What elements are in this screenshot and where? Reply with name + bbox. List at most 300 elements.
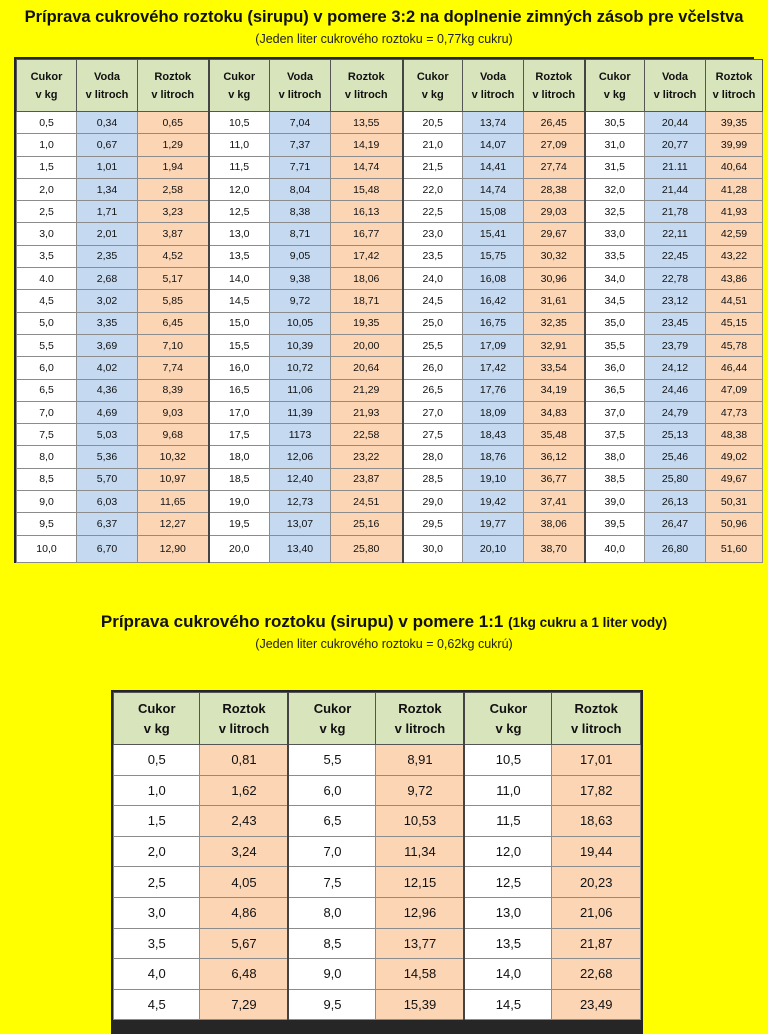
water-l-cell: 22,11 bbox=[645, 223, 706, 245]
sugar-kg-cell: 16,5 bbox=[209, 379, 270, 401]
water-l-cell: 15,41 bbox=[463, 223, 524, 245]
water-l-cell: 13,07 bbox=[270, 513, 331, 535]
sugar-kg-cell: 35,0 bbox=[585, 312, 645, 334]
table-row bbox=[17, 290, 763, 312]
sugar-kg-cell: 14,0 bbox=[209, 268, 270, 290]
solution-l-cell: 41,93 bbox=[706, 201, 763, 223]
water-l-cell: 24,12 bbox=[645, 357, 706, 379]
solution-l-cell: 7,10 bbox=[138, 334, 209, 356]
water-l-cell: 26,80 bbox=[645, 535, 706, 562]
sugar-kg-cell: 8,5 bbox=[288, 928, 375, 959]
table-row bbox=[17, 491, 763, 513]
solution-l-cell: 10,32 bbox=[138, 446, 209, 468]
solution-l-cell: 1,29 bbox=[138, 134, 209, 156]
sugar-kg-cell: 21,0 bbox=[403, 134, 463, 156]
table-row bbox=[17, 223, 763, 245]
water-l-cell: 7,04 bbox=[270, 112, 331, 134]
sugar-kg-header bbox=[403, 60, 463, 112]
water-l-cell: 19,10 bbox=[463, 468, 524, 490]
water-l-cell: 9,72 bbox=[270, 290, 331, 312]
sugar-kg-cell: 39,5 bbox=[585, 513, 645, 535]
water-l-header bbox=[463, 60, 524, 112]
solution-l-cell: 17,82 bbox=[552, 775, 641, 806]
header-line: Roztok bbox=[574, 700, 618, 716]
solution-l-cell: 47,73 bbox=[706, 401, 763, 423]
solution-l-cell: 30,32 bbox=[524, 245, 585, 267]
header-line: Roztok bbox=[154, 70, 192, 83]
sugar-kg-cell: 31,0 bbox=[585, 134, 645, 156]
header-line: v kg bbox=[421, 88, 444, 101]
water-l-cell: 21,44 bbox=[645, 178, 706, 200]
header-line: v kg bbox=[228, 88, 251, 101]
sugar-kg-cell: 8,5 bbox=[17, 468, 77, 490]
sugar-kg-cell: 3,5 bbox=[114, 928, 200, 959]
solution-l-cell: 35,48 bbox=[524, 424, 585, 446]
water-l-cell: 4,36 bbox=[77, 379, 138, 401]
table2-subtitle: (Jeden liter cukrového roztoku = 0,62kg cukrú) bbox=[255, 637, 513, 651]
sugar-kg-cell: 30,5 bbox=[585, 112, 645, 134]
sugar-kg-cell: 7,0 bbox=[288, 836, 375, 867]
sugar-kg-cell: 14,5 bbox=[464, 989, 551, 1020]
table-row bbox=[114, 836, 641, 867]
solution-l-cell: 10,97 bbox=[138, 468, 209, 490]
header-line: Cukor bbox=[223, 70, 256, 83]
table-row bbox=[17, 178, 763, 200]
header-line: Roztok bbox=[222, 700, 266, 716]
sugar-kg-cell: 2,0 bbox=[114, 836, 200, 867]
sugar-kg-cell: 35,5 bbox=[585, 334, 645, 356]
solution-l-cell: 51,60 bbox=[706, 535, 763, 562]
header-line: v litroch bbox=[278, 88, 322, 101]
table-row bbox=[114, 867, 641, 898]
sugar-kg-cell: 2,5 bbox=[17, 201, 77, 223]
sugar-kg-cell: 4.0 bbox=[17, 268, 77, 290]
solution-l-cell: 14,19 bbox=[331, 134, 403, 156]
water-l-cell: 12,40 bbox=[270, 468, 331, 490]
water-l-cell: 8,71 bbox=[270, 223, 331, 245]
sugar-kg-cell: 19,5 bbox=[209, 513, 270, 535]
sugar-kg-cell: 11,0 bbox=[464, 775, 551, 806]
solution-l-cell: 45,15 bbox=[706, 312, 763, 334]
header-line: Voda bbox=[661, 70, 689, 83]
water-l-cell: 4,69 bbox=[77, 401, 138, 423]
solution-l-cell: 13,77 bbox=[376, 928, 465, 959]
header-line: Cukor bbox=[313, 700, 352, 716]
water-l-cell: 2,68 bbox=[77, 268, 138, 290]
solution-l-cell: 16,13 bbox=[331, 201, 403, 223]
sugar-kg-cell: 3,0 bbox=[114, 897, 200, 928]
solution-l-cell: 8,91 bbox=[376, 745, 465, 776]
sugar-kg-cell: 38,5 bbox=[585, 468, 645, 490]
solution-l-cell: 24,51 bbox=[331, 491, 403, 513]
water-l-cell: 18,09 bbox=[463, 401, 524, 423]
solution-l-cell: 22,68 bbox=[552, 959, 641, 990]
sugar-kg-cell: 17,0 bbox=[209, 401, 270, 423]
solution-l-cell: 34,83 bbox=[524, 401, 585, 423]
water-l-cell: 9,05 bbox=[270, 245, 331, 267]
water-l-cell: 1,71 bbox=[77, 201, 138, 223]
sugar-kg-cell: 11,0 bbox=[209, 134, 270, 156]
solution-l-cell: 5,67 bbox=[200, 928, 289, 959]
solution-l-cell: 14,58 bbox=[376, 959, 465, 990]
header-line: v litroch bbox=[570, 720, 622, 736]
solution-l-cell: 14,74 bbox=[331, 156, 403, 178]
sugar-kg-cell: 20,5 bbox=[403, 112, 463, 134]
water-l-cell: 0,67 bbox=[77, 134, 138, 156]
sugar-kg-cell: 3,5 bbox=[17, 245, 77, 267]
solution-l-cell: 20,64 bbox=[331, 357, 403, 379]
table-row bbox=[17, 379, 763, 401]
water-l-cell: 9,38 bbox=[270, 268, 331, 290]
water-l-header bbox=[77, 60, 138, 112]
solution-l-cell: 19,35 bbox=[331, 312, 403, 334]
sugar-kg-cell: 30,0 bbox=[403, 535, 463, 562]
header-line: Voda bbox=[93, 70, 121, 83]
sugar-kg-cell: 26,5 bbox=[403, 379, 463, 401]
solution-l-cell: 36,12 bbox=[524, 446, 585, 468]
solution-l-cell: 49,67 bbox=[706, 468, 763, 490]
sugar-kg-cell: 7,0 bbox=[17, 401, 77, 423]
sugar-kg-cell: 22,5 bbox=[403, 201, 463, 223]
solution-l-cell: 20,23 bbox=[552, 867, 641, 898]
solution-l-header bbox=[376, 693, 465, 745]
sugar-kg-cell: 37,0 bbox=[585, 401, 645, 423]
water-l-cell: 13,40 bbox=[270, 535, 331, 562]
table2-frame bbox=[111, 690, 643, 1034]
sugar-kg-header bbox=[209, 60, 270, 112]
solution-l-cell: 16,77 bbox=[331, 223, 403, 245]
solution-l-cell: 41,28 bbox=[706, 178, 763, 200]
solution-l-cell: 12,15 bbox=[376, 867, 465, 898]
solution-l-cell: 46,44 bbox=[706, 357, 763, 379]
sugar-kg-cell: 1,5 bbox=[114, 806, 200, 837]
water-l-cell: 10,05 bbox=[270, 312, 331, 334]
sugar-kg-cell: 5,5 bbox=[17, 334, 77, 356]
sugar-kg-cell: 12,5 bbox=[209, 201, 270, 223]
solution-l-cell: 31,61 bbox=[524, 290, 585, 312]
solution-l-cell: 10,53 bbox=[376, 806, 465, 837]
table-row bbox=[114, 959, 641, 990]
solution-l-cell: 9,72 bbox=[376, 775, 465, 806]
sugar-kg-cell: 11,5 bbox=[209, 156, 270, 178]
header-line: v kg bbox=[319, 720, 346, 736]
solution-l-header bbox=[706, 60, 763, 112]
solution-l-cell: 12,96 bbox=[376, 897, 465, 928]
solution-l-cell: 9,03 bbox=[138, 401, 209, 423]
sugar-kg-cell: 7,5 bbox=[288, 867, 375, 898]
syrup-3-2-table bbox=[16, 59, 763, 563]
solution-l-cell: 27,09 bbox=[524, 134, 585, 156]
sugar-kg-cell: 13,0 bbox=[464, 897, 551, 928]
solution-l-cell: 11,34 bbox=[376, 836, 465, 867]
water-l-cell: 17,76 bbox=[463, 379, 524, 401]
table2-title-note: (1kg cukru a 1 liter vody) bbox=[508, 615, 668, 630]
water-l-cell: 14,07 bbox=[463, 134, 524, 156]
sugar-kg-header bbox=[17, 60, 77, 112]
water-l-cell: 15,75 bbox=[463, 245, 524, 267]
sugar-kg-cell: 24,0 bbox=[403, 268, 463, 290]
water-l-cell: 23,45 bbox=[645, 312, 706, 334]
header-line: Cukor bbox=[30, 70, 63, 83]
water-l-cell: 15,08 bbox=[463, 201, 524, 223]
water-l-cell: 5,03 bbox=[77, 424, 138, 446]
header-line: v litroch bbox=[85, 88, 129, 101]
solution-l-cell: 7,29 bbox=[200, 989, 289, 1020]
water-l-cell: 17,09 bbox=[463, 334, 524, 356]
water-l-cell: 2,35 bbox=[77, 245, 138, 267]
sugar-kg-cell: 5,0 bbox=[17, 312, 77, 334]
sugar-kg-cell: 0,5 bbox=[114, 745, 200, 776]
water-l-cell: 18,76 bbox=[463, 446, 524, 468]
water-l-cell: 19,42 bbox=[463, 491, 524, 513]
sugar-kg-header bbox=[585, 60, 645, 112]
sugar-kg-cell: 11,5 bbox=[464, 806, 551, 837]
solution-l-cell: 47,09 bbox=[706, 379, 763, 401]
table2-header-row bbox=[114, 693, 641, 745]
solution-l-cell: 39,35 bbox=[706, 112, 763, 134]
sugar-kg-cell: 12,5 bbox=[464, 867, 551, 898]
sugar-kg-cell: 18,5 bbox=[209, 468, 270, 490]
sugar-kg-cell: 8,0 bbox=[17, 446, 77, 468]
solution-l-cell: 11,65 bbox=[138, 491, 209, 513]
sugar-kg-cell: 25,0 bbox=[403, 312, 463, 334]
table1-frame bbox=[14, 57, 754, 563]
table-row bbox=[114, 897, 641, 928]
sugar-kg-cell: 26,0 bbox=[403, 357, 463, 379]
sugar-kg-cell: 12,0 bbox=[464, 836, 551, 867]
solution-l-cell: 6,45 bbox=[138, 312, 209, 334]
solution-l-cell: 43,22 bbox=[706, 245, 763, 267]
water-l-cell: 1,34 bbox=[77, 178, 138, 200]
water-l-cell: 13,74 bbox=[463, 112, 524, 134]
water-l-cell: 8,38 bbox=[270, 201, 331, 223]
sugar-kg-cell: 34,5 bbox=[585, 290, 645, 312]
sugar-kg-cell: 9,5 bbox=[288, 989, 375, 1020]
water-l-cell: 25,13 bbox=[645, 424, 706, 446]
solution-l-cell: 42,59 bbox=[706, 223, 763, 245]
header-line: Cukor bbox=[137, 700, 176, 716]
header-line: v kg bbox=[603, 88, 626, 101]
header-line: v litroch bbox=[712, 88, 756, 101]
water-l-cell: 20,10 bbox=[463, 535, 524, 562]
water-l-cell: 16,75 bbox=[463, 312, 524, 334]
sugar-kg-cell: 36,5 bbox=[585, 379, 645, 401]
water-l-cell: 3,35 bbox=[77, 312, 138, 334]
sugar-kg-cell: 38,0 bbox=[585, 446, 645, 468]
sugar-kg-cell: 28,0 bbox=[403, 446, 463, 468]
table-row bbox=[114, 806, 641, 837]
water-l-cell: 24,46 bbox=[645, 379, 706, 401]
solution-l-cell: 2,43 bbox=[200, 806, 289, 837]
solution-l-cell: 40,64 bbox=[706, 156, 763, 178]
water-l-cell: 22,78 bbox=[645, 268, 706, 290]
water-l-cell: 4,02 bbox=[77, 357, 138, 379]
sugar-kg-cell: 19,0 bbox=[209, 491, 270, 513]
solution-l-cell: 3,23 bbox=[138, 201, 209, 223]
sugar-kg-cell: 22,0 bbox=[403, 178, 463, 200]
table1-subtitle: (Jeden liter cukrového roztoku = 0,77kg cukru) bbox=[255, 32, 513, 46]
solution-l-cell: 4,86 bbox=[200, 897, 289, 928]
water-l-cell: 1,01 bbox=[77, 156, 138, 178]
sugar-kg-cell: 4,0 bbox=[114, 959, 200, 990]
solution-l-cell: 23,22 bbox=[331, 446, 403, 468]
sugar-kg-cell: 16,0 bbox=[209, 357, 270, 379]
table-row bbox=[114, 745, 641, 776]
sugar-kg-cell: 34,0 bbox=[585, 268, 645, 290]
water-l-cell: 12,73 bbox=[270, 491, 331, 513]
sugar-kg-cell: 3,0 bbox=[17, 223, 77, 245]
water-l-cell: 23,79 bbox=[645, 334, 706, 356]
solution-l-cell: 17,42 bbox=[331, 245, 403, 267]
header-line: Voda bbox=[479, 70, 507, 83]
solution-l-header bbox=[524, 60, 585, 112]
water-l-cell: 18,43 bbox=[463, 424, 524, 446]
water-l-cell: 21,78 bbox=[645, 201, 706, 223]
water-l-cell: 26,13 bbox=[645, 491, 706, 513]
solution-l-cell: 3,87 bbox=[138, 223, 209, 245]
solution-l-header bbox=[552, 693, 641, 745]
solution-l-cell: 22,58 bbox=[331, 424, 403, 446]
water-l-cell: 19,77 bbox=[463, 513, 524, 535]
water-l-cell: 20,77 bbox=[645, 134, 706, 156]
solution-l-cell: 4,52 bbox=[138, 245, 209, 267]
water-l-cell: 1173 bbox=[270, 424, 331, 446]
header-line: v litroch bbox=[344, 88, 388, 101]
water-l-cell: 6,70 bbox=[77, 535, 138, 562]
sugar-kg-cell: 29,5 bbox=[403, 513, 463, 535]
solution-l-header bbox=[138, 60, 209, 112]
water-l-cell: 8,04 bbox=[270, 178, 331, 200]
table-row bbox=[17, 424, 763, 446]
sugar-kg-cell: 13,0 bbox=[209, 223, 270, 245]
solution-l-cell: 26,45 bbox=[524, 112, 585, 134]
header-line: v litroch bbox=[394, 720, 446, 736]
syrup-1-1-table bbox=[113, 692, 641, 1020]
sugar-kg-header bbox=[288, 693, 375, 745]
water-l-cell: 24,79 bbox=[645, 401, 706, 423]
water-l-cell: 14,41 bbox=[463, 156, 524, 178]
solution-l-cell: 21,06 bbox=[552, 897, 641, 928]
solution-l-cell: 5,85 bbox=[138, 290, 209, 312]
solution-l-cell: 0,81 bbox=[200, 745, 289, 776]
table-row bbox=[17, 268, 763, 290]
sugar-kg-cell: 23,5 bbox=[403, 245, 463, 267]
sugar-kg-cell: 21,5 bbox=[403, 156, 463, 178]
solution-l-cell: 25,80 bbox=[331, 535, 403, 562]
sugar-kg-cell: 36,0 bbox=[585, 357, 645, 379]
water-l-cell: 0,34 bbox=[77, 112, 138, 134]
solution-l-cell: 43,86 bbox=[706, 268, 763, 290]
solution-l-cell: 1,94 bbox=[138, 156, 209, 178]
table-row bbox=[17, 156, 763, 178]
sugar-kg-cell: 9,5 bbox=[17, 513, 77, 535]
solution-l-cell: 1,62 bbox=[200, 775, 289, 806]
solution-l-header bbox=[331, 60, 403, 112]
sugar-kg-cell: 10,5 bbox=[464, 745, 551, 776]
table-row bbox=[17, 112, 763, 134]
header-line: v litroch bbox=[218, 720, 270, 736]
solution-l-cell: 21,29 bbox=[331, 379, 403, 401]
table-row bbox=[17, 535, 763, 562]
sugar-kg-cell: 1,0 bbox=[114, 775, 200, 806]
table-row bbox=[114, 775, 641, 806]
sugar-kg-cell: 4,5 bbox=[17, 290, 77, 312]
sugar-kg-cell: 9,0 bbox=[288, 959, 375, 990]
solution-l-cell: 48,38 bbox=[706, 424, 763, 446]
solution-l-cell: 33,54 bbox=[524, 357, 585, 379]
header-line: Roztok bbox=[398, 700, 442, 716]
solution-l-cell: 18,06 bbox=[331, 268, 403, 290]
solution-l-cell: 18,63 bbox=[552, 806, 641, 837]
sugar-kg-cell: 6,0 bbox=[17, 357, 77, 379]
header-line: v litroch bbox=[653, 88, 697, 101]
solution-l-cell: 15,39 bbox=[376, 989, 465, 1020]
solution-l-cell: 6,48 bbox=[200, 959, 289, 990]
solution-l-cell: 27,74 bbox=[524, 156, 585, 178]
header-line: Cukor bbox=[416, 70, 449, 83]
sugar-kg-cell: 25,5 bbox=[403, 334, 463, 356]
solution-l-cell: 7,74 bbox=[138, 357, 209, 379]
sugar-kg-cell: 40,0 bbox=[585, 535, 645, 562]
sugar-kg-cell: 29,0 bbox=[403, 491, 463, 513]
header-line: v kg bbox=[495, 720, 522, 736]
solution-l-cell: 25,16 bbox=[331, 513, 403, 535]
solution-l-cell: 28,38 bbox=[524, 178, 585, 200]
table-row bbox=[17, 401, 763, 423]
sugar-kg-cell: 10,0 bbox=[17, 535, 77, 562]
sugar-kg-cell: 24,5 bbox=[403, 290, 463, 312]
water-l-cell: 3,69 bbox=[77, 334, 138, 356]
header-line: v litroch bbox=[151, 88, 195, 101]
solution-l-cell: 20,00 bbox=[331, 334, 403, 356]
sugar-kg-cell: 27,5 bbox=[403, 424, 463, 446]
table-row bbox=[17, 513, 763, 535]
water-l-cell: 14,74 bbox=[463, 178, 524, 200]
solution-l-cell: 29,03 bbox=[524, 201, 585, 223]
water-l-cell: 6,37 bbox=[77, 513, 138, 535]
sugar-kg-cell: 18,0 bbox=[209, 446, 270, 468]
table-row bbox=[17, 446, 763, 468]
sugar-kg-cell: 13,5 bbox=[209, 245, 270, 267]
solution-l-cell: 2,58 bbox=[138, 178, 209, 200]
solution-l-cell: 34,19 bbox=[524, 379, 585, 401]
sugar-kg-cell: 6,5 bbox=[17, 379, 77, 401]
water-l-cell: 25,46 bbox=[645, 446, 706, 468]
header-line: Cukor bbox=[489, 700, 528, 716]
water-l-cell: 22,45 bbox=[645, 245, 706, 267]
water-l-cell: 5,36 bbox=[77, 446, 138, 468]
solution-l-cell: 30,96 bbox=[524, 268, 585, 290]
solution-l-cell: 49,02 bbox=[706, 446, 763, 468]
water-l-cell: 5,70 bbox=[77, 468, 138, 490]
sugar-kg-cell: 14,5 bbox=[209, 290, 270, 312]
solution-l-cell: 21,87 bbox=[552, 928, 641, 959]
header-line: v litroch bbox=[532, 88, 576, 101]
sugar-kg-cell: 15,5 bbox=[209, 334, 270, 356]
water-l-cell: 25,80 bbox=[645, 468, 706, 490]
sugar-kg-cell: 2,0 bbox=[17, 178, 77, 200]
table-row bbox=[114, 989, 641, 1020]
sugar-kg-cell: 27,0 bbox=[403, 401, 463, 423]
solution-l-cell: 37,41 bbox=[524, 491, 585, 513]
water-l-cell: 23,12 bbox=[645, 290, 706, 312]
sugar-kg-cell: 39,0 bbox=[585, 491, 645, 513]
water-l-cell: 16,08 bbox=[463, 268, 524, 290]
sugar-kg-cell: 9,0 bbox=[17, 491, 77, 513]
solution-l-cell: 19,44 bbox=[552, 836, 641, 867]
solution-l-cell: 4,05 bbox=[200, 867, 289, 898]
sugar-kg-cell: 15,0 bbox=[209, 312, 270, 334]
